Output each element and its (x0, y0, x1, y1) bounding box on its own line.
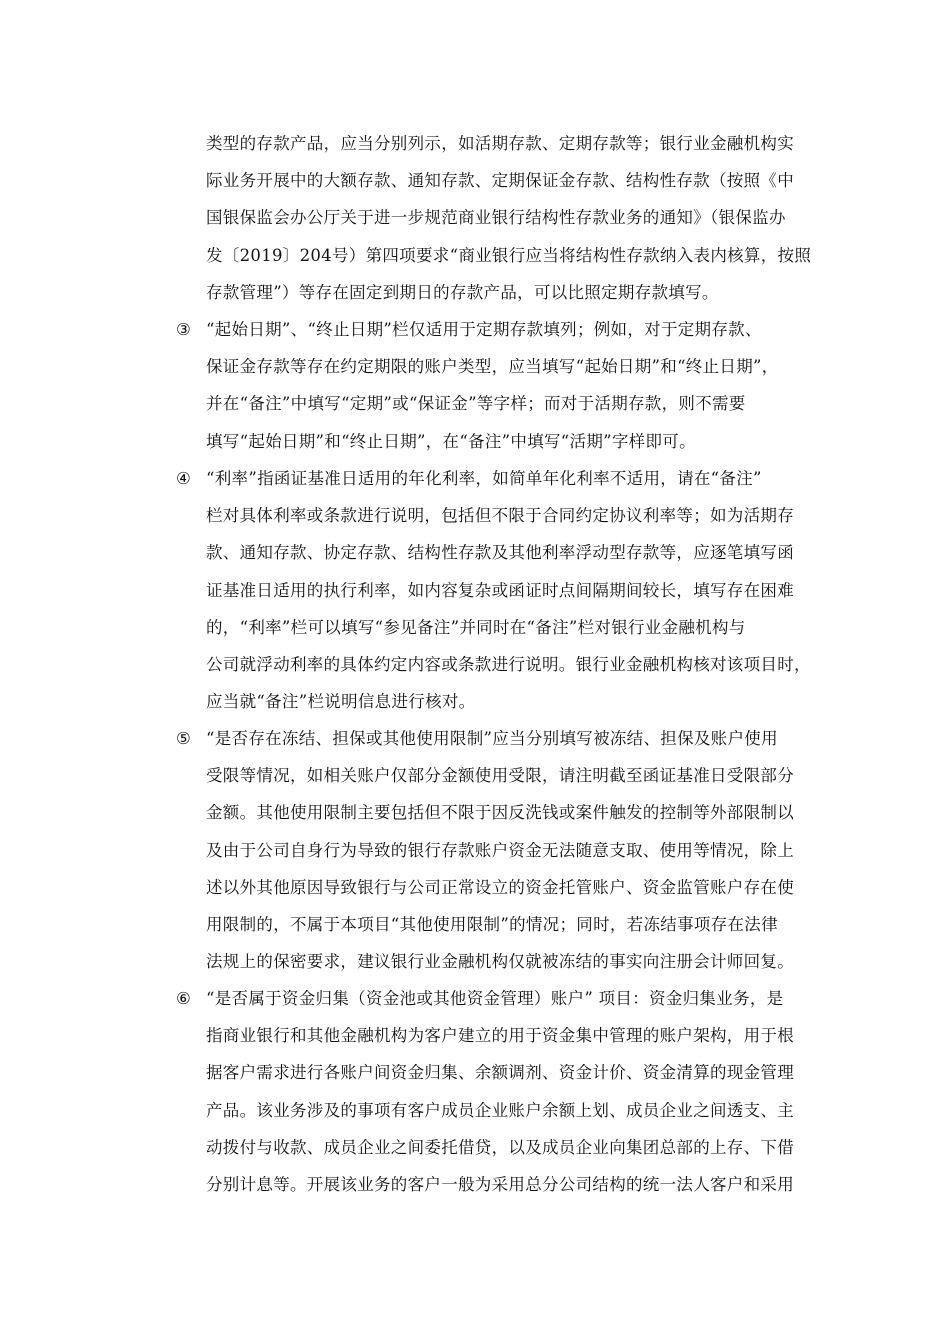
item-body (206, 311, 816, 460)
text-line: 用限制的，不属于本项目“其他使用限制”的情况；同时，若冻结事项存在法律 (206, 914, 778, 934)
item-marker: ④ (176, 469, 191, 488)
text-line: 并在“备注”中填写“定期”或“保证金”等字样；而对于活期存款，则不需要 (206, 394, 746, 414)
text-line: “起始日期”、“终止日期”栏仅适用于定期存款填列；例如，对于定期存款、 (206, 320, 762, 339)
text-line: 及由于公司自身行为导致的银行存款账户资金无法随意支取、使用等情况，除上 (206, 840, 794, 860)
text-line: 证基准日适用的执行利率，如内容复杂或函证时点间隔期间较长，填写存在困难 (206, 580, 794, 600)
text-line: 际业务开展中的大额存款、通知存款、定期保证金存款、结构性存款（按照《中 (206, 171, 794, 191)
text-line: 动拨付与收款、成员企业之间委托借贷，以及成员企业向集团总部的上存、下借 (206, 1137, 794, 1157)
text-line: 产品。该业务涉及的事项有客户成员企业账户余额上划、成员企业之间透支、主 (206, 1100, 794, 1120)
item-body (206, 980, 816, 1203)
text-line: “利率”指函证基准日适用的年化利率，如简单年化利率不适用，请在“备注” (206, 469, 762, 488)
intro-paragraph (206, 125, 818, 311)
text-line: 栏对具体利率或条款进行说明，包括但不限于合同约定协议利率等；如为活期存 (206, 506, 794, 526)
text-line: 类型的存款产品，应当分别列示，如活期存款、定期存款等；银行业金融机构实 (206, 134, 794, 153)
item-body (206, 720, 816, 980)
text-line: 据客户需求进行各账户间资金归集、余额调剂、资金计价、资金清算的现金管理 (206, 1063, 794, 1083)
item-marker: ③ (176, 320, 191, 339)
item-marker: ⑥ (176, 989, 191, 1008)
text-line: 存款管理”）等存在固定到期日的存款产品，可以比照定期存款填写。 (206, 282, 719, 302)
text-line: 保证金存款等存在约定期限的账户类型，应当填写“起始日期”和“终止日期”， (206, 357, 779, 377)
text-line: “是否存在冻结、担保或其他使用限制”应当分别填写被冻结、担保及账户使用 (206, 729, 778, 748)
text-line: 发〔2019〕204号）第四项要求“商业银行应当将结构性存款纳入表内核算，按照 (206, 245, 812, 265)
text-line: 的，“利率”栏可以填写“参见备注”并同时在“备注”栏对银行业金融机构与 (206, 617, 746, 637)
text-line: 应当就“备注”栏说明信息进行核对。 (206, 692, 476, 712)
text-line: 指商业银行和其他金融机构为客户建立的用于资金集中管理的账户架构，用于根 (206, 1026, 794, 1046)
item-body (206, 460, 816, 720)
text-line: 款、通知存款、协定存款、结构性存款及其他利率浮动型存款等，应逐笔填写函 (206, 543, 794, 563)
text-line: 公司就浮动利率的具体约定内容或条款进行说明。银行业金融机构核对该项目时， (206, 654, 811, 674)
text-line: 填写“起始日期”和“终止日期”，在“备注”中填写“活期”字样即可。 (206, 431, 696, 451)
text-line: 国银保监会办公厅关于进一步规范商业银行结构性存款业务的通知》（银保监办 (206, 208, 786, 228)
item-marker: ⑤ (176, 729, 191, 748)
text-line: 述以外其他原因导致银行与公司正常设立的资金托管账户、资金监管账户存在使 (206, 877, 794, 897)
text-line: 金额。其他使用限制主要包括但不限于因反洗钱或案件触发的控制等外部限制以 (206, 803, 794, 823)
text-line: 受限等情况，如相关账户仅部分金额使用受限，请注明截至函证基准日受限部分 (206, 766, 794, 786)
text-line: 法规上的保密要求，建议银行业金融机构仅就被冻结的事实向注册会计师回复。 (206, 952, 794, 972)
text-line: “是否属于资金归集（资金池或其他资金管理）账户” 项目：资金归集业务，是 (206, 989, 784, 1008)
text-line: 分别计息等。开展该业务的客户一般为采用总分公司结构的统一法人客户和采用 (206, 1174, 794, 1194)
